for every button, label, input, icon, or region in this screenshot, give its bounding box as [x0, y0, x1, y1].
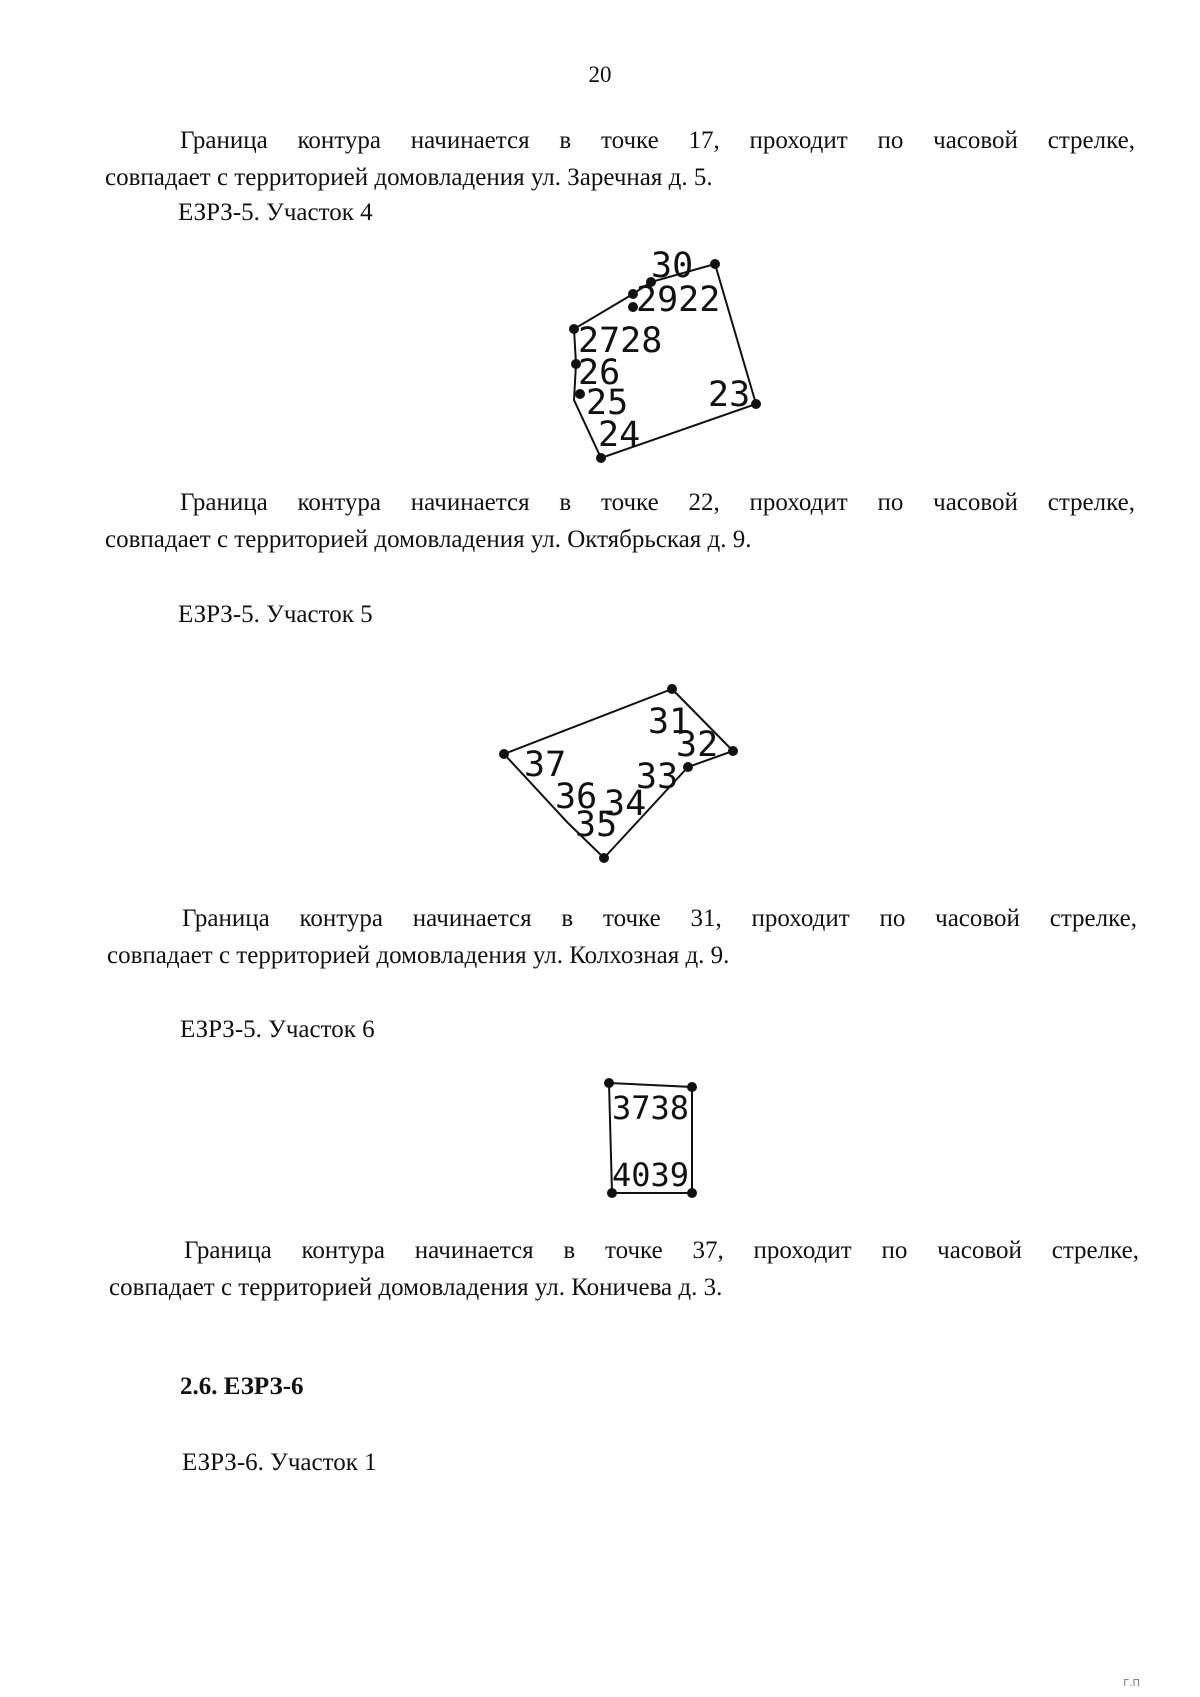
paragraph-4-line-2: совпадает с территорией домовладения ул. Коничева д. 3.: [109, 1274, 723, 1301]
page-number: 20: [588, 62, 612, 87]
paragraph-1-line-1: Граница контура начинается в точке 17, проходит по часовой стрелке,: [180, 127, 1135, 154]
plot-5-label: 35: [575, 805, 618, 845]
section-heading: 2.6. ЕЗРЗ-6: [180, 1373, 304, 1400]
plot-4-label: 23: [708, 375, 751, 415]
plot-4-label: 26: [578, 353, 621, 393]
paragraph-4: [109, 1232, 1139, 1306]
paragraph-2-line-2: совпадает с территорией домовладения ул. Октябрьская д. 9.: [105, 526, 752, 553]
plot-4-label: 25: [586, 383, 629, 423]
plot-6-label: 4039: [612, 1156, 690, 1194]
plot-4-label: 30: [651, 246, 694, 286]
plot-4-label: 2922: [636, 280, 721, 320]
plot-4-title: ЕЗРЗ-5. Участок 4: [178, 199, 373, 226]
plot-6-label: 3738: [612, 1089, 690, 1127]
plot-5-label: 36: [555, 777, 598, 817]
plot-5-label: 31: [648, 702, 691, 742]
paragraph-3-line-2: совпадает с территорией домовладения ул. Колхозная д. 9.: [107, 942, 730, 969]
paragraph-4-line-1: Граница контура начинается в точке 37, проходит по часовой стрелке,: [184, 1237, 1139, 1264]
plot-5-label: 37: [524, 745, 567, 785]
plot-4-label: 2728: [578, 321, 663, 361]
footer-mark: Г.П: [1123, 1678, 1140, 1689]
plot-6-point: [604, 1078, 614, 1088]
plot-6-title: ЕЗРЗ-5. Участок 6: [180, 1016, 375, 1043]
paragraph-3-line-1: Граница контура начинается в точке 31, проходит по часовой стрелке,: [182, 905, 1137, 932]
plot-6-1-title: ЕЗРЗ-6. Участок 1: [182, 1449, 377, 1476]
plot-4-label: 24: [598, 415, 641, 455]
paragraph-1-line-2: совпадает с территорией домовладения ул. Заречная д. 5.: [105, 164, 713, 191]
plot-5-label: 33: [636, 757, 679, 797]
plot-5-title: ЕЗРЗ-5. Участок 5: [178, 601, 373, 628]
plot-5-label: 32: [676, 725, 719, 765]
plot-5-label: 34: [604, 784, 647, 824]
paragraph-2-line-1: Граница контура начинается в точке 22, проходит по часовой стрелке,: [180, 489, 1135, 516]
